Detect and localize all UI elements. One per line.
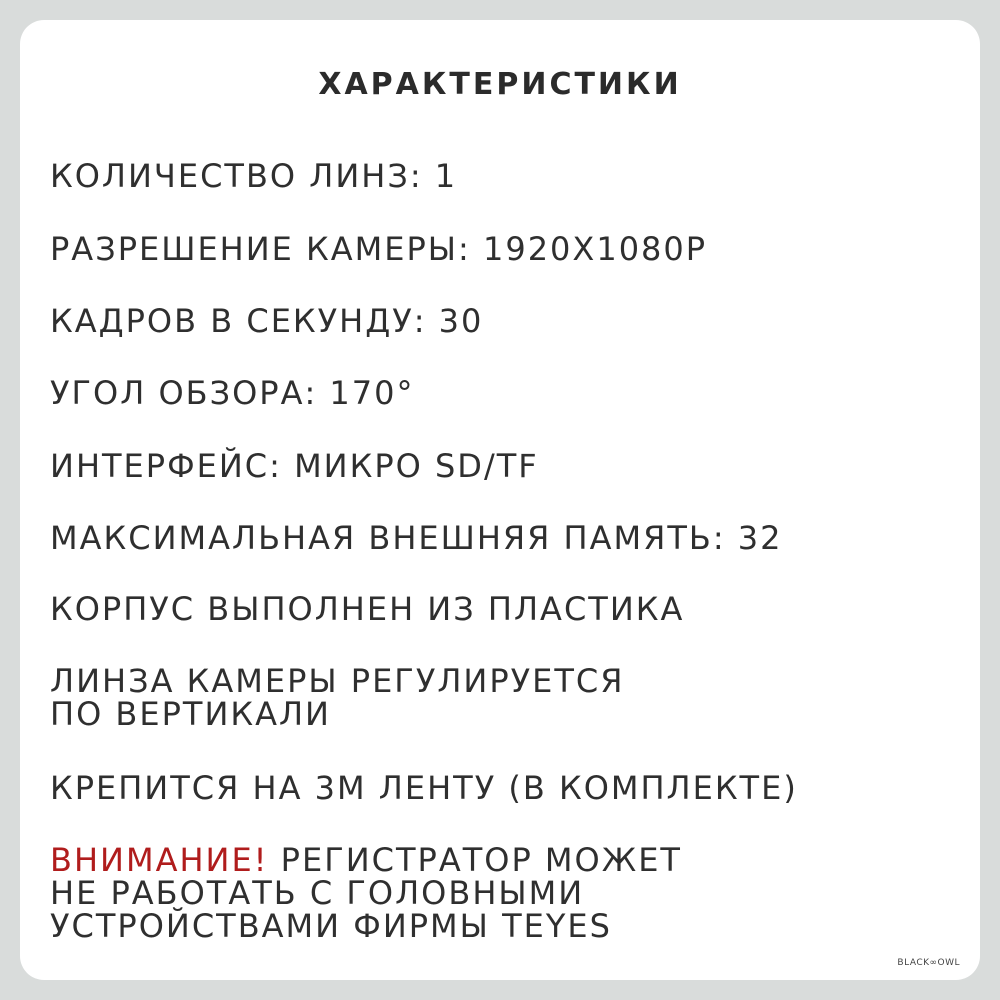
- spec-line: ИНТЕРФЕЙС: МИКРО SD/TF: [50, 447, 539, 485]
- spec-line: КОРПУС ВЫПОЛНЕН ИЗ ПЛАСТИКА: [50, 590, 685, 628]
- spec-line: КОЛИЧЕСТВО ЛИНЗ: 1: [50, 157, 458, 195]
- warning-text: УСТРОЙСТВАМИ ФИРМЫ TEYES: [50, 907, 612, 945]
- page-title: ХАРАКТЕРИСТИКИ: [318, 67, 682, 102]
- spec-lens-adjust: [50, 662, 625, 733]
- spec-line: РАЗРЕШЕНИЕ КАМЕРЫ: 1920X1080P: [50, 230, 708, 268]
- spec-line: УГОЛ ОБЗОРА: 170°: [50, 374, 415, 412]
- spec-line: ПО ВЕРТИКАЛИ: [50, 695, 331, 733]
- spec-line: КРЕПИТСЯ НА 3М ЛЕНТУ (В КОМПЛЕКТЕ): [50, 769, 798, 807]
- warning-line: [50, 841, 682, 879]
- spec-mount: [50, 769, 798, 807]
- spec-lens-count: [50, 157, 458, 195]
- spec-resolution: [50, 230, 708, 268]
- spec-line: КАДРОВ В СЕКУНДУ: 30: [50, 302, 484, 340]
- spec-max-memory: [50, 519, 783, 557]
- warning-block: [50, 841, 682, 945]
- brand-logo: BLACK∞OWL: [897, 958, 960, 968]
- spec-line: МАКСИМАЛЬНАЯ ВНЕШНЯЯ ПАМЯТЬ: 32: [50, 519, 783, 557]
- spec-body: [50, 590, 685, 628]
- spec-view-angle: [50, 374, 415, 412]
- spec-line: ЛИНЗА КАМЕРЫ РЕГУЛИРУЕТСЯ: [50, 662, 625, 700]
- warning-text: НЕ РАБОТАТЬ С ГОЛОВНЫМИ: [50, 874, 585, 912]
- warning-text: РЕГИСТРАТОР МОЖЕТ: [268, 841, 682, 879]
- spec-fps: [50, 302, 484, 340]
- warning-label: ВНИМАНИЕ!: [50, 841, 269, 879]
- spec-interface: [50, 447, 539, 485]
